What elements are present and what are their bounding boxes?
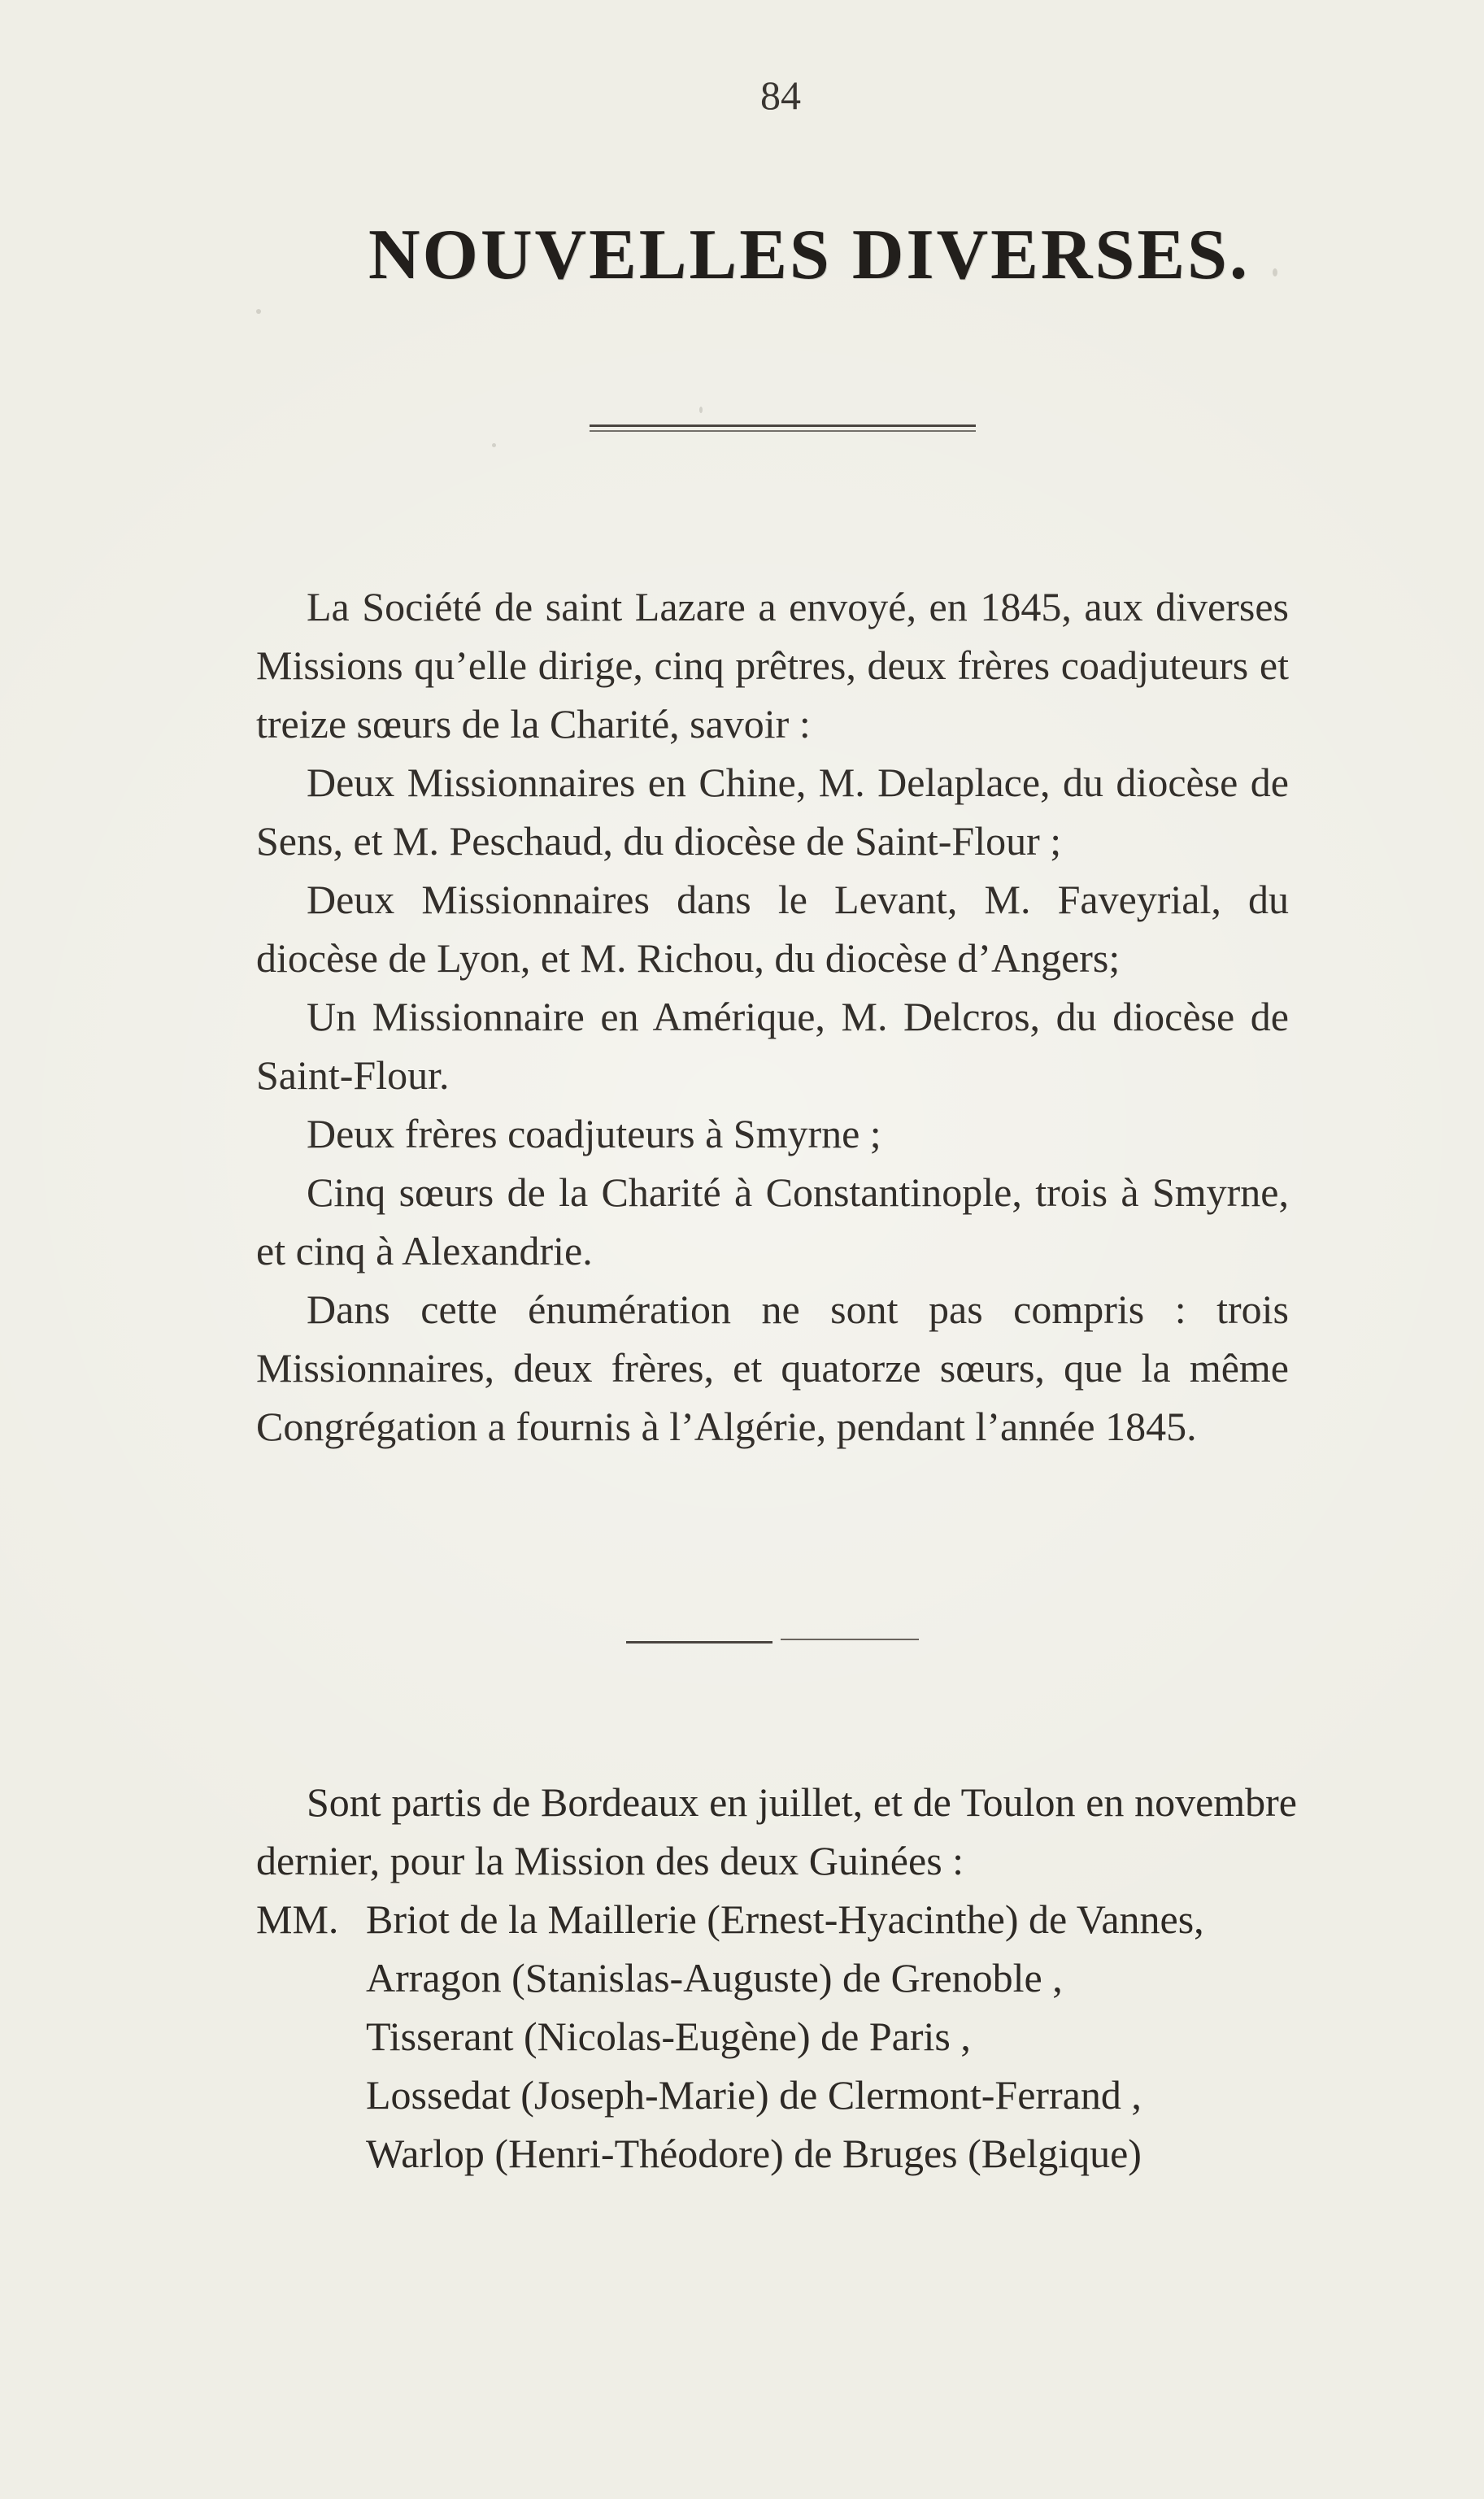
missionary-name: Lossedat (Joseph-Marie) de Clermont-Ferrand ,: [366, 2072, 1142, 2118]
departures-intro: Sont partis de Bordeaux en juillet, et de Toulon en novembre dernier, pour la Mission des deux Guinées :: [256, 1779, 1297, 1883]
print-speck: [699, 407, 703, 413]
section-divider-left: [626, 1641, 772, 1644]
section-divider-right: [781, 1639, 919, 1640]
page-title: NOUVELLES DIVERSES.: [368, 216, 1250, 294]
title-divider: [590, 424, 976, 433]
missionary-entry: [256, 2066, 1297, 2124]
title-divider-line-bottom: [590, 430, 976, 432]
missionary-list: [256, 1890, 1297, 2183]
body-paragraph: Deux Missionnaires en Chine, M. Delaplace, du diocèse de Sens, et M. Peschaud, du diocèse de Saint-Flour ;: [256, 760, 1289, 864]
print-speck: [256, 309, 261, 314]
missionary-entry: [256, 2124, 1297, 2183]
body-paragraph: La Société de saint Lazare a envoyé, en 1845, aux diverses Missions qu’elle dirige, cinq prêtres, deux frères coadjuteurs et treize sœurs de la Charité, savoir :: [256, 584, 1289, 747]
missionary-entry: [256, 1948, 1297, 2007]
print-speck: [492, 443, 496, 447]
body-paragraph: Un Missionnaire en Amérique, M. Delcros, du diocèse de Saint-Flour.: [256, 994, 1289, 1098]
title-divider-line-top: [590, 424, 976, 427]
missionary-name: Arragon (Stanislas-Auguste) de Grenoble ,: [366, 1955, 1063, 2001]
print-speck: [1273, 268, 1277, 276]
news-body: [256, 577, 1289, 1456]
body-paragraph: Deux Missionnaires dans le Levant, M. Faveyrial, du diocèse de Lyon, et M. Richou, du diocèse d’Angers;: [256, 877, 1289, 981]
section-divider: [626, 1639, 919, 1645]
body-paragraph: Cinq sœurs de la Charité à Constantinople, trois à Smyrne, et cinq à Alexandrie.: [256, 1169, 1289, 1273]
page-number: 84: [760, 72, 801, 118]
missionary-entry: [256, 1890, 1297, 1948]
missionary-name: Warlop (Henri-Théodore) de Bruges (Belgique): [366, 2131, 1142, 2176]
body-paragraph: Dans cette énumération ne sont pas compris : trois Missionnaires, deux frères, et quatorze sœurs, que la même Congrégation a fournis à l’Algérie, pendant l’année 1845.: [256, 1287, 1289, 1449]
missionary-entry: [256, 2007, 1297, 2066]
body-paragraph: Deux frères coadjuteurs à Smyrne ;: [307, 1111, 881, 1156]
missionary-name: Briot de la Maillerie (Ernest-Hyacinthe) de Vannes,: [366, 1896, 1204, 1942]
departures-section: [256, 1773, 1297, 2183]
missionary-prefix: MM.: [256, 1896, 339, 1942]
missionary-name: Tisserant (Nicolas-Eugène) de Paris ,: [366, 2014, 971, 2059]
